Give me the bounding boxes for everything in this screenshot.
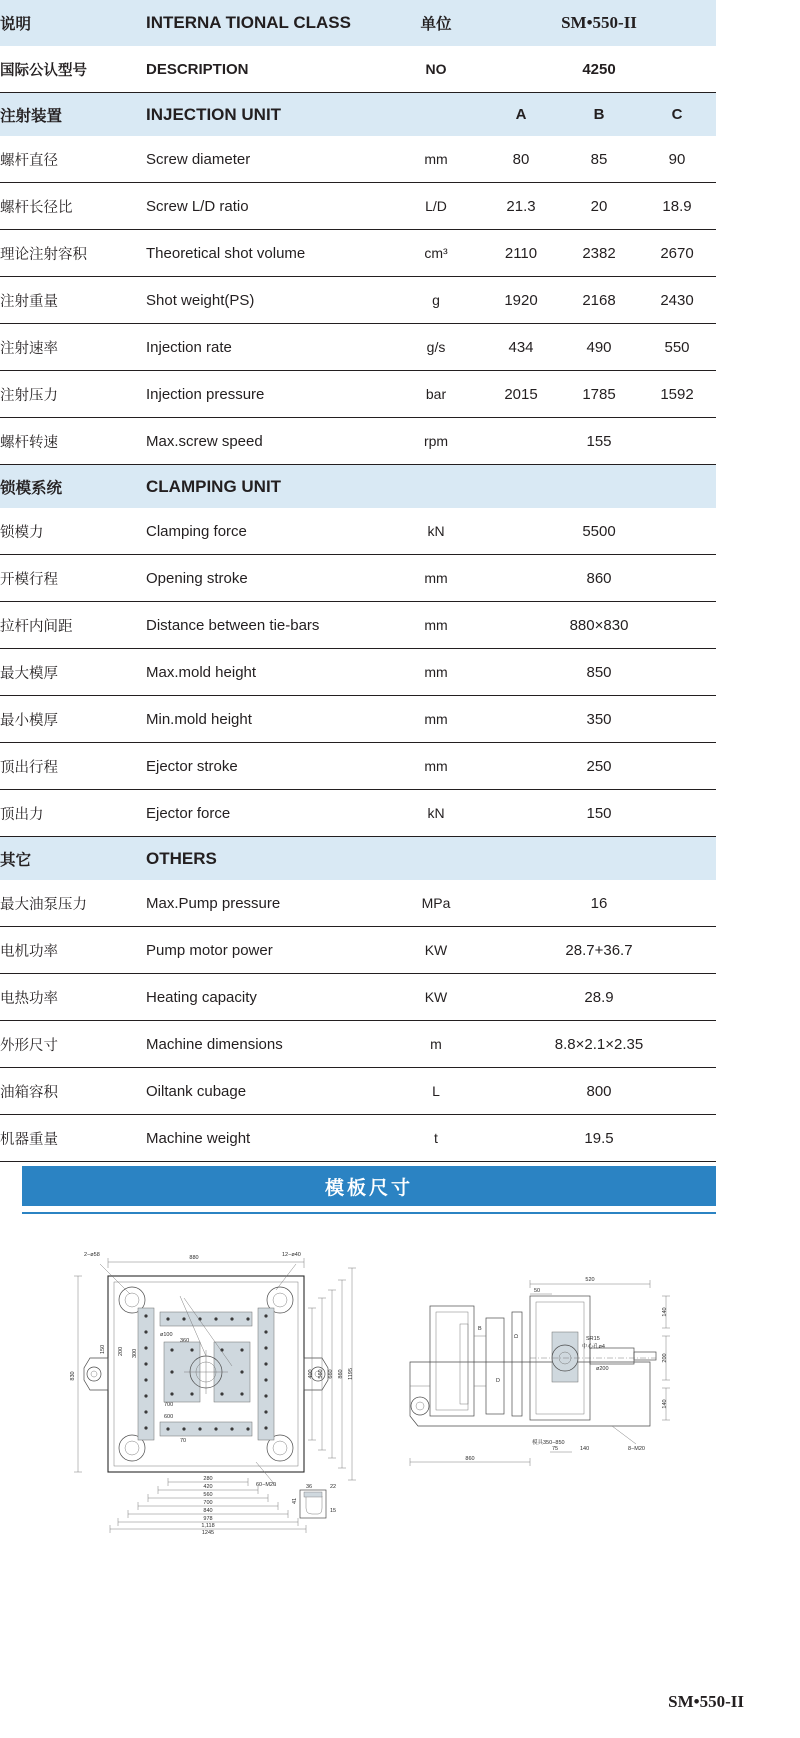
row-unit: g: [390, 277, 482, 324]
dim-15: 15: [330, 1508, 337, 1514]
row-value-c: 1592: [638, 371, 716, 418]
label-d2: D: [496, 1378, 500, 1384]
dim-140-b: 140: [580, 1446, 590, 1452]
row-unit: KW: [390, 974, 482, 1021]
row-value-merged: 350: [482, 696, 716, 743]
row-en: Clamping force: [146, 508, 390, 555]
section-clamping-en: CLAMPING UNIT: [146, 465, 716, 509]
header-unit: 单位: [390, 0, 482, 46]
dim-860-bottom: 860: [465, 1456, 475, 1462]
dim-bore-200: ø200: [596, 1366, 609, 1372]
model-row-en: DESCRIPTION: [146, 46, 390, 93]
row-value-merged: 8.8×2.1×2.35: [482, 1021, 716, 1068]
section-injection-unit-blank: [390, 93, 482, 137]
row-value-merged: 28.7+36.7: [482, 927, 716, 974]
table-row: [0, 555, 716, 602]
row-unit: m: [390, 1021, 482, 1068]
row-unit: mm: [390, 555, 482, 602]
table-row: [0, 974, 716, 1021]
dim-50: 50: [534, 1288, 541, 1294]
column-header-a: A: [482, 93, 560, 137]
row-en: Machine weight: [146, 1115, 390, 1162]
row-unit: rpm: [390, 418, 482, 465]
row-value-c: 2670: [638, 230, 716, 277]
band-title: 模板尺寸: [324, 1177, 413, 1199]
row-cn: 电机功率: [0, 927, 146, 974]
row-value-merged: 880×830: [482, 602, 716, 649]
table-row: [0, 418, 716, 465]
row-value-b: 1785: [560, 371, 638, 418]
band-underline: [22, 1212, 716, 1214]
table-row: [0, 324, 716, 371]
section-clamping-cn: 锁模系统: [0, 465, 146, 509]
row-unit: mm: [390, 136, 482, 183]
row-cn: 最大油泵压力: [0, 880, 146, 927]
dim-700b: 700: [203, 1500, 213, 1506]
table-row: [0, 696, 716, 743]
dim-note-12x40: 12−ø40: [282, 1252, 301, 1258]
dim-center-hole: 中心孔ø4: [582, 1344, 605, 1350]
dim-bore-note: ø100: [160, 1332, 173, 1338]
row-cn: 外形尺寸: [0, 1021, 146, 1068]
dim-560: 560: [318, 1369, 324, 1379]
table-row: [0, 602, 716, 649]
row-unit: MPa: [390, 880, 482, 927]
model-row-unit: NO: [390, 46, 482, 93]
row-unit: bar: [390, 371, 482, 418]
row-unit: mm: [390, 602, 482, 649]
dim-left-height: 830: [70, 1371, 76, 1381]
row-unit: cm³: [390, 230, 482, 277]
row-en: Injection pressure: [146, 371, 390, 418]
row-value-merged: 800: [482, 1068, 716, 1115]
row-value-a: 1920: [482, 277, 560, 324]
row-cn: 最小模厚: [0, 696, 146, 743]
dim-8-m20: 8−M20: [628, 1446, 645, 1452]
dim-sr15: SR15: [586, 1336, 600, 1342]
row-value-merged: 155: [482, 418, 716, 465]
dim-700: 700: [164, 1402, 174, 1408]
model-row-value: 4250: [482, 46, 716, 93]
section-header-injection: [0, 93, 716, 137]
table-row: [0, 1021, 716, 1068]
row-value-b: 2168: [560, 277, 638, 324]
dim-978: 978: [203, 1516, 213, 1522]
platen-front-view-drawing: [60, 1246, 440, 1536]
table-row: [0, 183, 716, 230]
dim-60-m20: 60−M20: [256, 1482, 277, 1488]
row-en: Screw L/D ratio: [146, 183, 390, 230]
row-unit: mm: [390, 649, 482, 696]
row-en: Heating capacity: [146, 974, 390, 1021]
row-value-a: 434: [482, 324, 560, 371]
dim-840: 840: [203, 1508, 213, 1514]
row-cn: 螺杆直径: [0, 136, 146, 183]
section-injection-cn: 注射装置: [0, 93, 146, 137]
row-value-c: 550: [638, 324, 716, 371]
label-d: D: [514, 1334, 520, 1338]
row-value-b: 20: [560, 183, 638, 230]
row-unit: g/s: [390, 324, 482, 371]
drawing-model-label: SM•550-II: [668, 1692, 744, 1711]
row-cn: 注射压力: [0, 371, 146, 418]
row-en: Distance between tie-bars: [146, 602, 390, 649]
table-header-row: [0, 0, 716, 46]
row-value-merged: 250: [482, 743, 716, 790]
dim-400: 400: [308, 1369, 314, 1379]
dim-300: 300: [132, 1348, 138, 1358]
dim-600: 600: [164, 1414, 174, 1420]
row-value-merged: 850: [482, 649, 716, 696]
row-en: Opening stroke: [146, 555, 390, 602]
dim-360: 360: [180, 1338, 190, 1344]
row-value-c: 2430: [638, 277, 716, 324]
row-unit: L/D: [390, 183, 482, 230]
section-injection-en: INJECTION UNIT: [146, 93, 390, 137]
row-cn: 注射速率: [0, 324, 146, 371]
row-value-b: 490: [560, 324, 638, 371]
row-value-merged: 150: [482, 790, 716, 837]
row-value-merged: 16: [482, 880, 716, 927]
row-en: Shot weight(PS): [146, 277, 390, 324]
machine-side-view-drawing: [400, 1266, 700, 1516]
header-model: SM•550-II: [482, 0, 716, 46]
table-row: [0, 743, 716, 790]
row-en: Ejector stroke: [146, 743, 390, 790]
row-value-b: 2382: [560, 230, 638, 277]
dim-36: 36: [306, 1484, 313, 1490]
row-en: Max.screw speed: [146, 418, 390, 465]
dim-41: 41: [292, 1497, 298, 1504]
row-value-c: 18.9: [638, 183, 716, 230]
table-row: [0, 649, 716, 696]
table-row: [0, 136, 716, 183]
row-unit: mm: [390, 696, 482, 743]
row-cn: 拉杆内间距: [0, 602, 146, 649]
label-b: B: [478, 1326, 482, 1332]
row-en: Machine dimensions: [146, 1021, 390, 1068]
row-en: Oiltank cubage: [146, 1068, 390, 1115]
table-row: [0, 927, 716, 974]
row-value-c: 90: [638, 136, 716, 183]
dim-note-2x58: 2−ø58: [84, 1252, 100, 1258]
row-cn: 最大模厚: [0, 649, 146, 696]
row-cn: 机器重量: [0, 1115, 146, 1162]
row-cn: 开模行程: [0, 555, 146, 602]
row-cn: 顶出力: [0, 790, 146, 837]
dim-1245: 1245: [201, 1530, 215, 1536]
row-value-a: 80: [482, 136, 560, 183]
header-cn: 说明: [0, 0, 146, 46]
row-en: Injection rate: [146, 324, 390, 371]
table-row: [0, 371, 716, 418]
row-cn: 电热功率: [0, 974, 146, 1021]
row-cn: 螺杆长径比: [0, 183, 146, 230]
dim-420: 420: [203, 1484, 213, 1490]
row-value-merged: 5500: [482, 508, 716, 555]
dim-280: 280: [203, 1476, 213, 1482]
row-en: Screw diameter: [146, 136, 390, 183]
dim-140-top: 140: [662, 1307, 668, 1317]
row-unit: KW: [390, 927, 482, 974]
table-row: [0, 790, 716, 837]
row-unit: kN: [390, 790, 482, 837]
row-en: Max.Pump pressure: [146, 880, 390, 927]
row-en: Pump motor power: [146, 927, 390, 974]
row-unit: L: [390, 1068, 482, 1115]
dim-1195: 1195: [348, 1368, 354, 1380]
row-en: Min.mold height: [146, 696, 390, 743]
section-header-others: [0, 837, 716, 881]
row-cn: 螺杆转速: [0, 418, 146, 465]
mold-platen-band: [22, 1166, 716, 1206]
row-value-merged: 19.5: [482, 1115, 716, 1162]
section-others-cn: 其它: [0, 837, 146, 881]
row-value-b: 85: [560, 136, 638, 183]
row-en: Max.mold height: [146, 649, 390, 696]
dim-22: 22: [330, 1484, 337, 1490]
table-row: [0, 880, 716, 927]
dim-top-width: 880: [189, 1255, 199, 1261]
table-row: [0, 1115, 716, 1162]
row-unit: t: [390, 1115, 482, 1162]
dim-140-bottom: 140: [662, 1399, 668, 1409]
row-unit: kN: [390, 508, 482, 555]
row-value-a: 2015: [482, 371, 560, 418]
column-header-b: B: [560, 93, 638, 137]
dim-520: 520: [585, 1277, 595, 1283]
row-cn: 注射重量: [0, 277, 146, 324]
dim-70: 70: [180, 1438, 187, 1444]
section-others-en: OTHERS: [146, 837, 716, 881]
dim-660: 660: [328, 1369, 334, 1379]
row-cn: 锁模力: [0, 508, 146, 555]
header-en: INTERNA TIONAL CLASS: [146, 0, 390, 46]
table-row: [0, 508, 716, 555]
model-row-cn: 国际公认型号: [0, 46, 146, 93]
row-cn: 理论注射容积: [0, 230, 146, 277]
technical-drawings: [0, 1226, 800, 1726]
dim-mold-note: 模具350−850: [532, 1440, 565, 1446]
dim-200-right: 200: [662, 1353, 668, 1363]
row-cn: 顶出行程: [0, 743, 146, 790]
dim-1118: 1,118: [201, 1523, 215, 1529]
row-value-merged: 860: [482, 555, 716, 602]
dim-150: 150: [100, 1344, 106, 1354]
row-unit: mm: [390, 743, 482, 790]
row-value-merged: 28.9: [482, 974, 716, 1021]
row-en: Theoretical shot volume: [146, 230, 390, 277]
dim-860: 860: [338, 1369, 344, 1379]
model-number-row: [0, 46, 716, 93]
table-row: [0, 1068, 716, 1115]
table-row: [0, 277, 716, 324]
dim-75: 75: [552, 1446, 559, 1452]
section-header-clamping: [0, 465, 716, 509]
dim-200: 200: [118, 1346, 124, 1356]
row-cn: 油箱容积: [0, 1068, 146, 1115]
dim-560b: 560: [203, 1492, 213, 1498]
table-row: [0, 230, 716, 277]
row-value-a: 21.3: [482, 183, 560, 230]
row-en: Ejector force: [146, 790, 390, 837]
row-value-a: 2110: [482, 230, 560, 277]
column-header-c: C: [638, 93, 716, 137]
